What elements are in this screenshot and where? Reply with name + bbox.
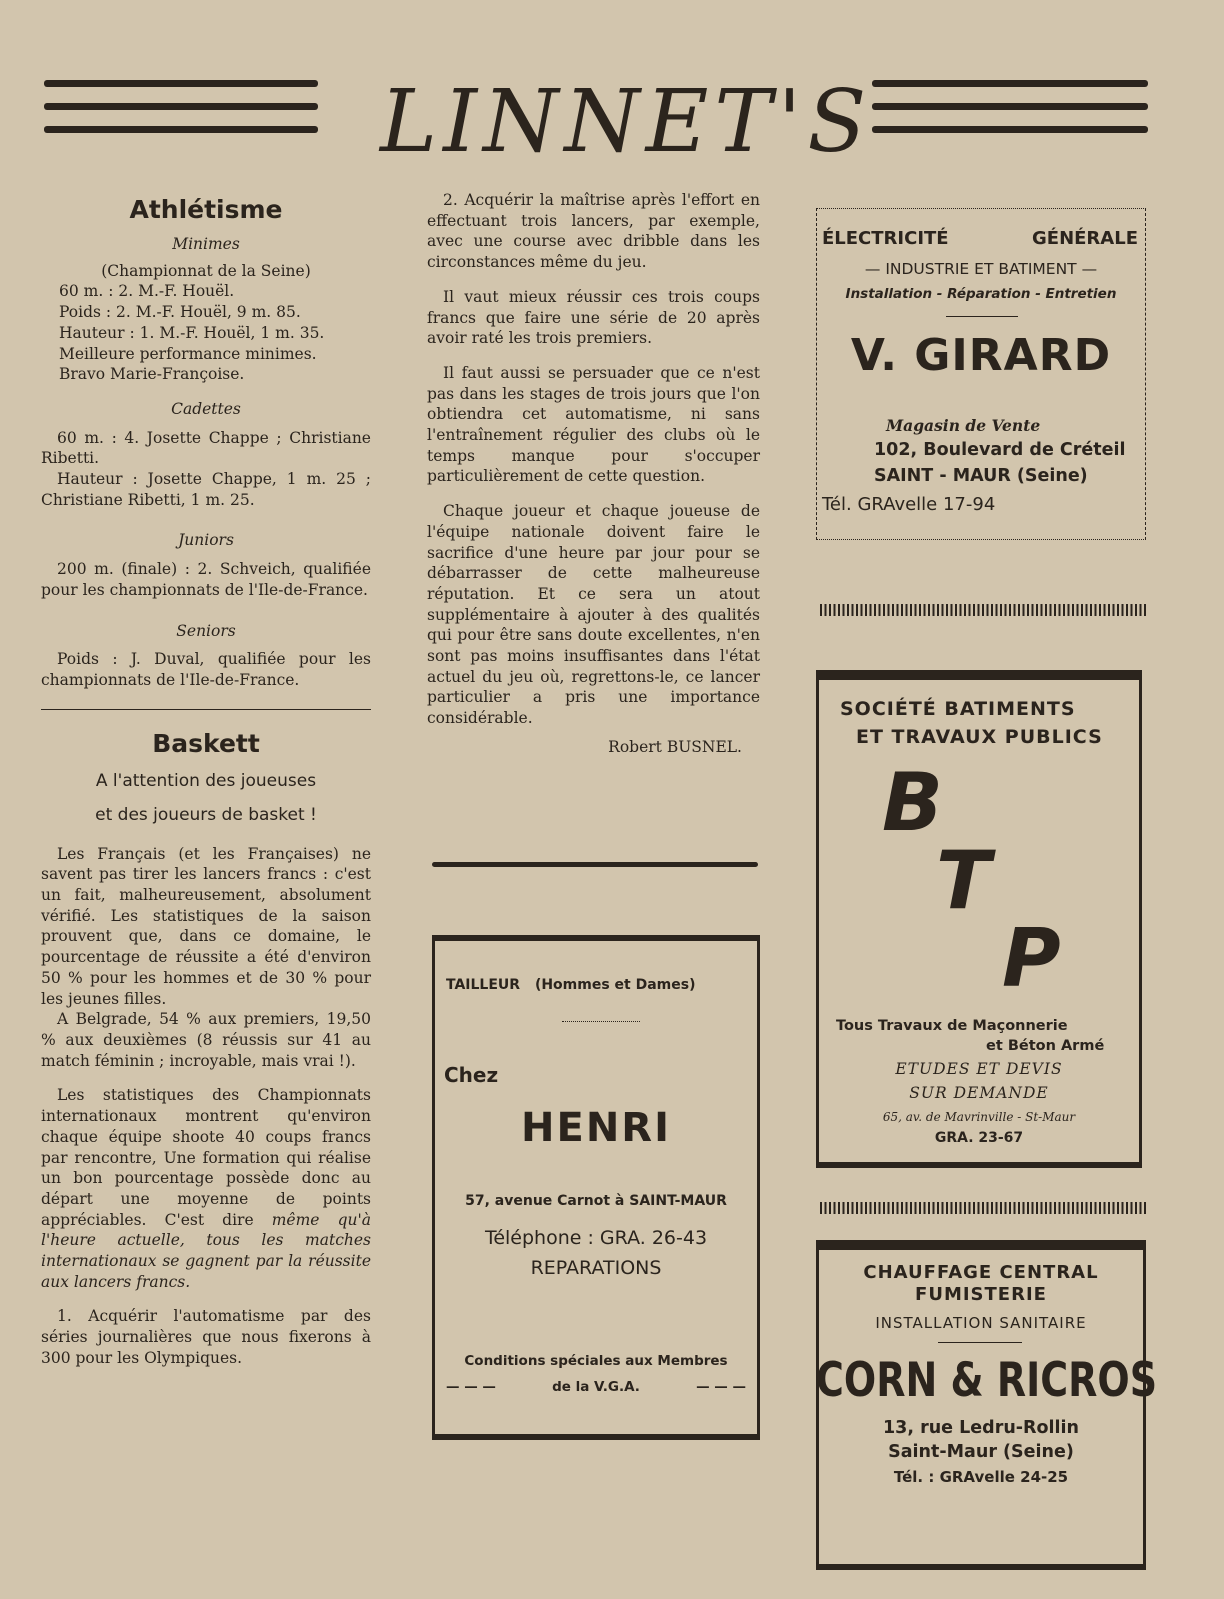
ad-border-top [816, 670, 1142, 680]
cadettes-text: 60 m. : 4. Josette Chappe ; Christiane Ribetti. [41, 428, 371, 468]
ad-border-bottom [816, 1162, 1142, 1168]
corn-line1: CHAUFFAGE CENTRAL [863, 1262, 1099, 1283]
minimes-line: Bravo Marie-Françoise. [59, 365, 245, 384]
minimes-line: Meilleure performance minimes. [59, 344, 317, 363]
btp-address: 65, av. de Mavrinville - St-Maur [882, 1110, 1076, 1124]
btp-works: Tous Travaux de Maçonnerie [836, 1018, 1068, 1034]
basket-paragraph: 1. Acquérir l'automatisme par des séries journalières que nous fixerons à 300 pour les Olympiques. [41, 1307, 371, 1367]
henri-dashes: — — — [446, 1379, 496, 1395]
masthead-lines-right [872, 80, 1148, 149]
minimes-line: Poids : 2. M.-F. Houël, 9 m. 85. [59, 303, 301, 322]
girard-city: SAINT - MAUR (Seine) [874, 466, 1088, 486]
henri-trade-label: TAILLEUR [446, 977, 521, 993]
btp-letter-b: B [882, 756, 943, 849]
btp-letter-p: P [1002, 912, 1061, 1005]
girard-line1 [822, 228, 1138, 249]
minimes-line: Hauteur : 1. M.-F. Houël, 1 m. 35. [59, 323, 325, 342]
ad-border-bottom [816, 1564, 1146, 1570]
henri-club: de la V.G.A. [552, 1379, 640, 1395]
juniors-heading: Juniors [178, 531, 234, 550]
article-signature: Robert BUSNEL. [608, 737, 742, 756]
henri-dashes: — — — [696, 1379, 746, 1395]
basket-subtitle: A l'attention des joueuses [95, 770, 317, 791]
seniors-text: Poids : J. Duval, qualifiée pour les championnats de l'Ile-de-France. [41, 650, 371, 689]
ad-border-top [432, 935, 760, 941]
basket-paragraph: Les Français (et les Françaises) ne savent pas tirer les lancers francs : c'est un fait, malheureusement, absolument vérifié. Les statistiques de la saison prouvent que, dans ce domaine, le pourcentage de réussite a été d'environ 50 % pour les hommes et de 30 % pour les jeunes filles. [41, 844, 371, 1008]
basket-subtitle: et des joueurs de basket ! [95, 804, 317, 825]
cadettes-heading: Cadettes [171, 399, 241, 418]
henri-name: HENRI [521, 1105, 671, 1151]
column-divider [432, 862, 758, 867]
corn-phone: Tél. : GRAvelle 24-25 [893, 1468, 1069, 1486]
separator-bars [820, 1202, 1146, 1214]
basket-title: Baskett [152, 728, 260, 758]
btp-letter-t: T [936, 834, 991, 927]
girard-shop: Magasin de Vente [886, 416, 1041, 435]
corn-line3: INSTALLATION SANITAIRE [875, 1314, 1087, 1332]
henri-ornament [562, 1021, 640, 1022]
girard-street: 102, Boulevard de Créteil [874, 440, 1126, 460]
ad-henri [432, 935, 760, 1440]
btp-etudes: SUR DEMANDE [909, 1084, 1049, 1102]
girard-line2: — INDUSTRIE ET BATIMENT — [864, 260, 1098, 278]
basket-paragraph: 2. Acquérir la maîtrise après l'effort en effectuant trois lancers, par exemple, avec une course avec dribble dans les circonstances même du jeu. [427, 191, 760, 272]
girard-name: V. GIRARD [850, 330, 1112, 381]
btp-line2: ET TRAVAUX PUBLICS [856, 726, 1103, 748]
henri-trade-detail: (Hommes et Dames) [534, 977, 696, 993]
btp-etudes: ETUDES ET DEVIS [895, 1060, 1063, 1078]
minimes-line: (Championnat de la Seine) [101, 261, 311, 280]
corn-name: CORN & RICROS [816, 1352, 1158, 1407]
henri-service: REPARATIONS [530, 1257, 662, 1279]
basket-paragraph: Il vaut mieux réussir ces trois coups francs que faire une série de 20 après avoir raté les trois premiers. [427, 287, 760, 348]
henri-conditions-row [446, 1379, 746, 1395]
seniors-heading: Seniors [176, 621, 236, 640]
henri-phone: Téléphone : GRA. 26-43 [484, 1227, 708, 1249]
basket-paragraph: Il faut aussi se persuader que ce n'est pas dans les stages de trois jours que l'on obtiendra cet automatisme, ni sans l'entraînement régulier des clubs où le temps manque pour s'occuper particulièrement de cette question. [427, 363, 760, 486]
basket-paragraph-emphasis: même qu'à l'heure actuelle, tous les matches internationaux se gagnent par la réussite aux lancers francs. [41, 1210, 371, 1291]
section-divider [41, 709, 371, 710]
btp-works: et Béton Armé [986, 1038, 1105, 1054]
btp-phone: GRA. 23-67 [934, 1130, 1024, 1146]
ad-border-top [816, 1240, 1146, 1250]
henri-chez: Chez [444, 1063, 499, 1087]
corn-city: Saint-Maur (Seine) [888, 1442, 1074, 1462]
masthead-lines-left [44, 80, 318, 149]
girard-line3: Installation - Réparation - Entretien [845, 286, 1117, 302]
corn-rule [938, 1342, 1022, 1343]
henri-address: 57, avenue Carnot à SAINT-MAUR [465, 1193, 727, 1209]
basket-paragraph [41, 1085, 371, 1292]
corn-line2: FUMISTERIE [915, 1284, 1047, 1305]
athletisme-title: Athlétisme [129, 195, 283, 224]
girard-line1-a: ÉLECTRICITÉ [822, 228, 949, 249]
separator-bars [820, 604, 1146, 616]
juniors-text: 200 m. (finale) : 2. Schveich, qualifiée pour les championnats de l'Ile-de-France. [41, 560, 371, 599]
column-middle [427, 190, 760, 758]
ad-girard [816, 208, 1146, 540]
ad-corn-ricros [816, 1240, 1158, 1570]
column-left [41, 190, 371, 1369]
basket-paragraph: A Belgrade, 54 % aux premiers, 19,50 % aux deuxièmes (8 réussis sur 41 au match féminin ; incroyable, mais vrai !). [41, 1010, 371, 1070]
masthead-title: LINNET'S [380, 72, 873, 172]
minimes-line: 60 m. : 2. M.-F. Houël. [59, 282, 235, 301]
btp-line1: SOCIÉTÉ BATIMENTS [840, 698, 1076, 720]
ad-btp [816, 670, 1142, 1168]
basket-paragraph-text: Les statistiques des Championnats internationaux montrent qu'environ chaque équipe shoote 40 coups francs par rencontre, Une formation qui réalise un bon pourcentage possède donc au départ une moyenne de points appréciables. C'est dire [41, 1086, 371, 1229]
corn-street: 13, rue Ledru-Rollin [883, 1418, 1079, 1438]
girard-phone: Tél. GRAvelle 17-94 [822, 494, 996, 515]
henri-trade [446, 977, 746, 993]
minimes-heading: Minimes [172, 235, 240, 253]
henri-conditions: Conditions spéciales aux Membres [464, 1353, 728, 1369]
girard-line1-b: GÉNÉRALE [1032, 228, 1138, 249]
ad-border-bottom [432, 1434, 760, 1440]
girard-rule [946, 316, 1018, 317]
basket-paragraph: Chaque joueur et chaque joueuse de l'équipe nationale doivent faire le sacrifice d'une heure par jour pour se débarrasser de cette malheureuse réputation. Et ce sera un atout supplémentaire à ajouter à des qualités qui pour être sans doute excellentes, n'en sont pas moins insuffisantes dans l'état actuel du jeu où, regrettons-le, ce lancer particulier a pris une importance considérable. [427, 502, 760, 728]
cadettes-text: Hauteur : Josette Chappe, 1 m. 25 ; Christiane Ribetti, 1 m. 25. [41, 470, 371, 509]
